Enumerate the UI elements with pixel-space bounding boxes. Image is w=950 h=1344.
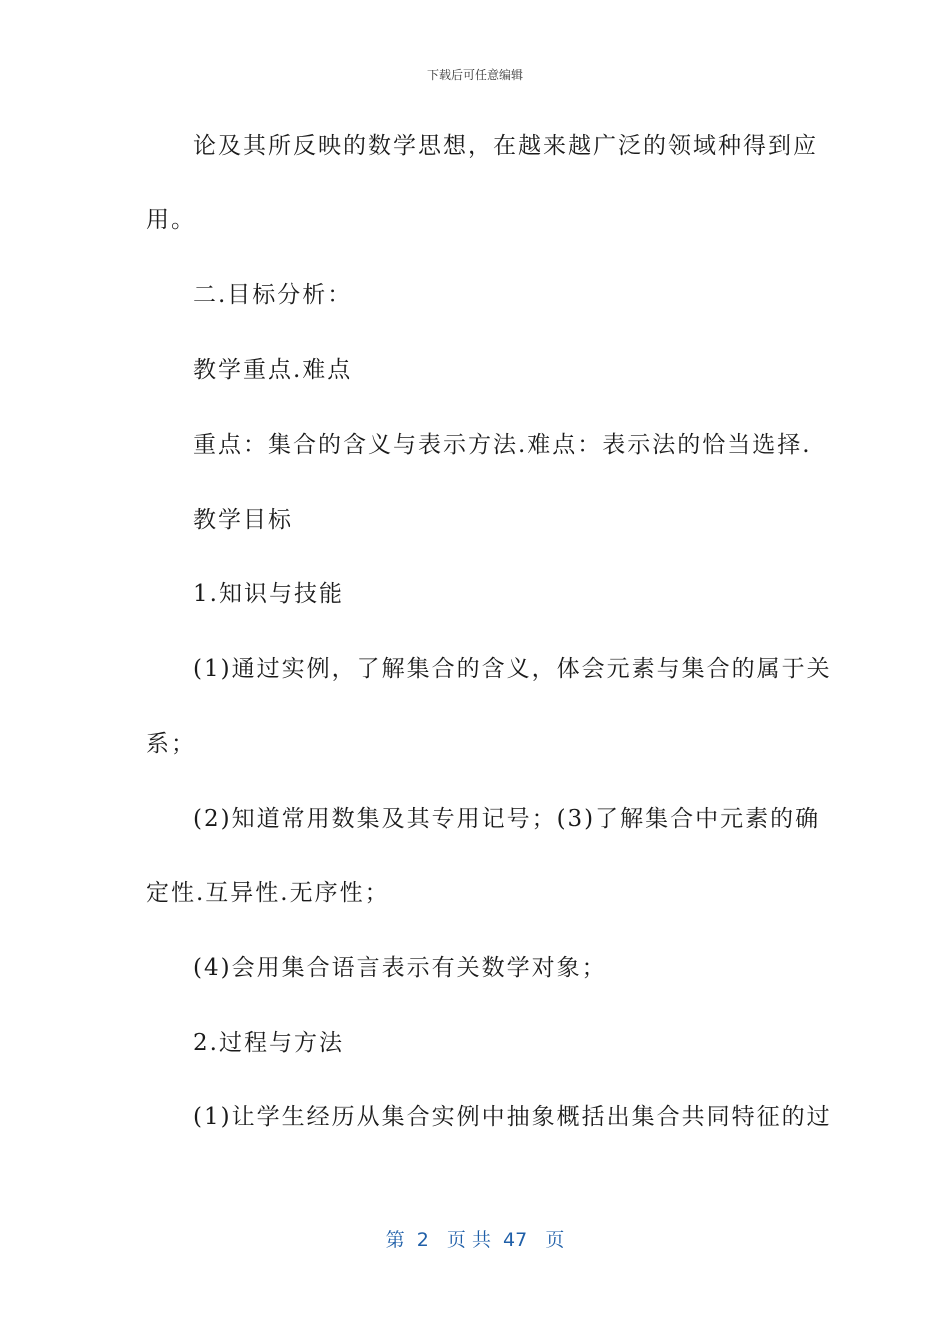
- paragraph-line: 用。: [146, 207, 196, 233]
- subheading: 教学目标: [193, 507, 293, 533]
- paragraph-line: 重点：集合的含义与表示方法.难点：表示法的恰当选择.: [193, 432, 812, 458]
- paragraph-line: 论及其所反映的数学思想，在越来越广泛的领域种得到应: [193, 133, 818, 159]
- paragraph-line: (2)知道常用数集及其专用记号；(3)了解集合中元素的确: [193, 806, 821, 832]
- subheading: 1.知识与技能: [193, 581, 344, 607]
- subheading: 2.过程与方法: [193, 1030, 344, 1056]
- paragraph-line: 系；: [146, 731, 196, 757]
- page-number-footer: 第 2 页 共 47 页: [385, 1229, 565, 1251]
- page-header-note: 下载后可任意编辑: [426, 68, 523, 82]
- paragraph-line: (1)让学生经历从集合实例中抽象概括出集合共同特征的过: [193, 1104, 832, 1130]
- paragraph-line: (4)会用集合语言表示有关数学对象；: [193, 955, 607, 981]
- subheading: 教学重点.难点: [193, 357, 353, 383]
- paragraph-line: 定性.互异性.无序性；: [146, 880, 390, 906]
- section-heading: 二.目标分析：: [193, 282, 353, 308]
- paragraph-line: (1)通过实例，了解集合的含义，体会元素与集合的属于关: [193, 656, 832, 682]
